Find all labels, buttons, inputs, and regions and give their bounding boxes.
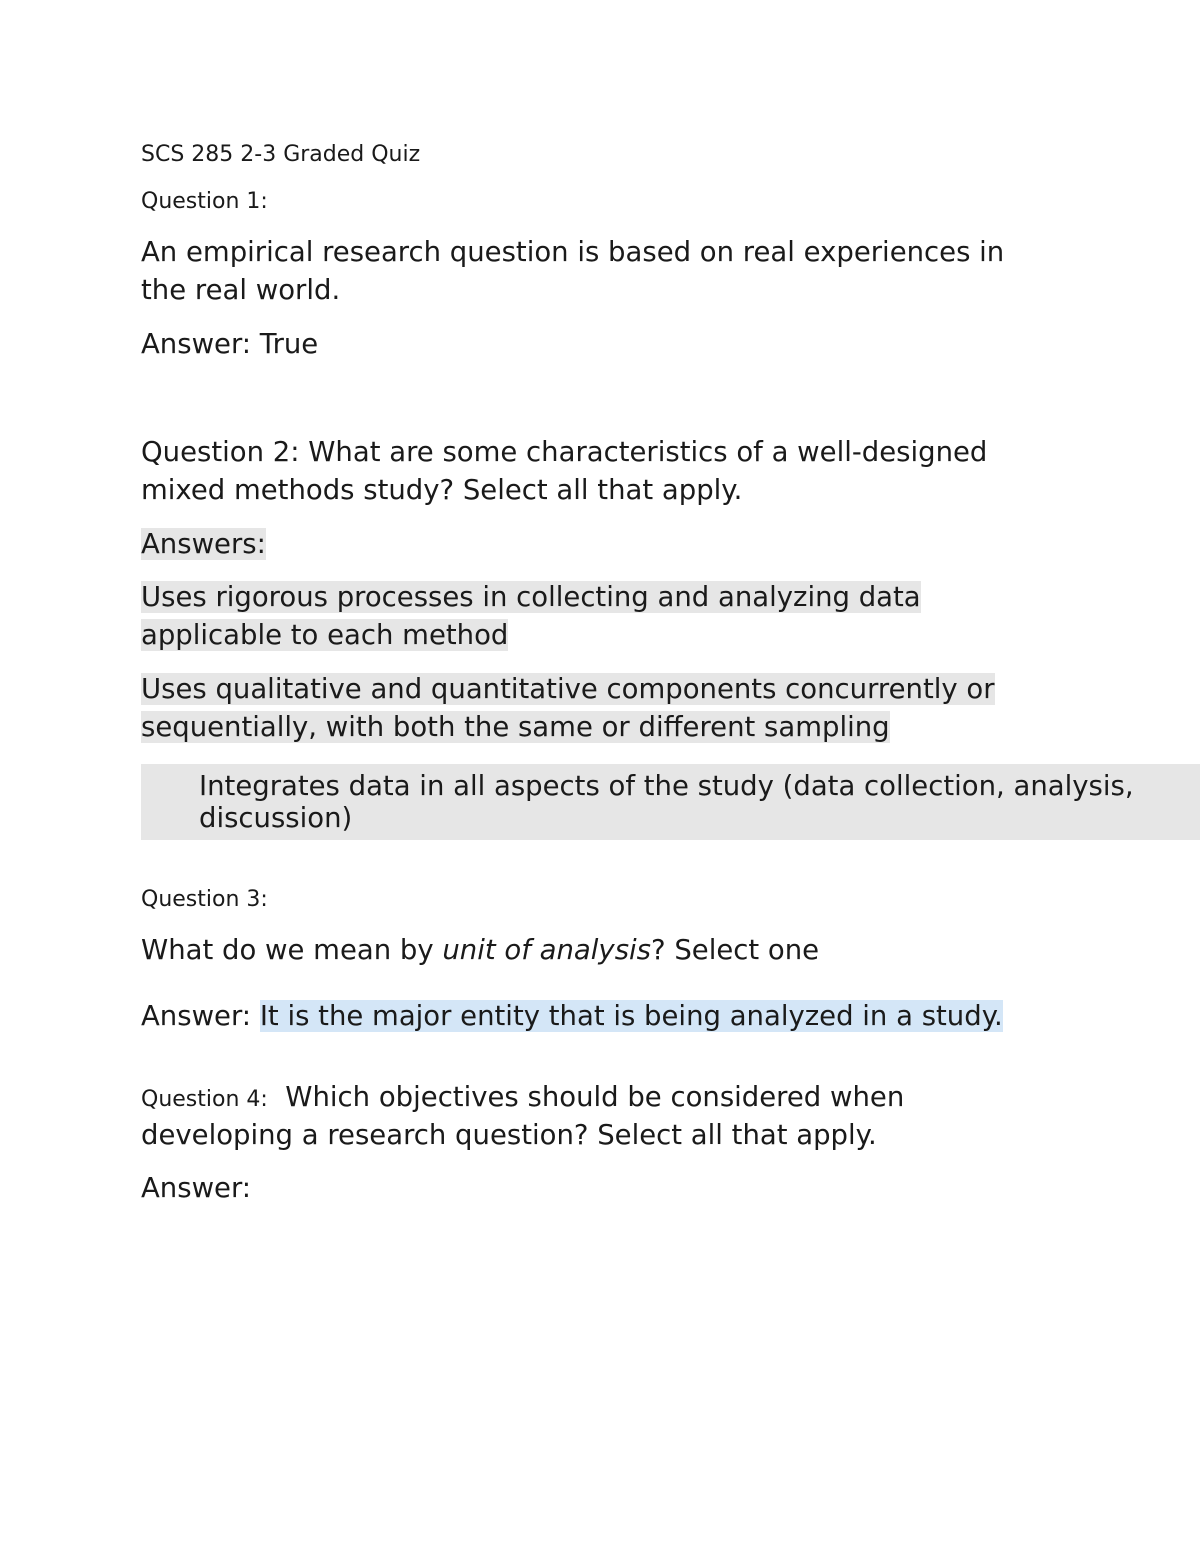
question-3-answer-prefix: Answer: (141, 1000, 260, 1032)
question-2-answer-2-line-2 (141, 708, 890, 746)
question-3-answer (141, 997, 1003, 1035)
question-3-text-before: What do we mean by (141, 934, 443, 966)
question-2-answer-1-line-2 (141, 616, 508, 654)
answers-label-highlight: Answers: (141, 528, 266, 560)
question-4-text-line-2: developing a research question? Select all that apply. (141, 1119, 877, 1151)
question-2-answers-label (141, 525, 266, 563)
question-4-text-line-1 (141, 1078, 904, 1116)
question-1-text-line-2: the real world. (141, 274, 341, 306)
question-2-answer-1-line-1 (141, 578, 921, 616)
question-4-label: Question 4: (141, 1087, 268, 1112)
question-2-text-line-2: mixed methods study? Select all that apply. (141, 474, 743, 506)
question-1-label: Question 1: (141, 189, 268, 214)
question-4-text: Which objectives should be considered when (285, 1081, 905, 1113)
document-title: SCS 285 2-3 Graded Quiz (141, 142, 421, 167)
question-3-label: Question 3: (141, 887, 268, 912)
answer-2-line-2-highlight: sequentially, with both the same or different sampling (141, 711, 890, 743)
question-2-text-line-1: Question 2: What are some characteristics of a well-designed (141, 436, 988, 468)
answer-1-line-2-highlight: applicable to each method (141, 619, 509, 651)
answer-3-line-2: discussion) (199, 802, 353, 834)
question-3-answer-highlight: It is the major entity that is being analyzed in a study. (259, 1000, 1003, 1032)
answer-3-line-1: Integrates data in all aspects of the study (data collection, analysis, (199, 770, 1134, 802)
question-1-answer: Answer: True (141, 328, 319, 360)
question-1-text-line-1: An empirical research question is based on real experiences in (141, 236, 1005, 268)
question-2-answer-3-box (141, 764, 1200, 840)
question-3-text (141, 931, 819, 969)
question-4-answer: Answer: (141, 1172, 252, 1204)
question-2-answer-2-line-1 (141, 670, 995, 708)
answer-1-line-1-highlight: Uses rigorous processes in collecting and analyzing data (141, 581, 921, 613)
answer-2-line-1-highlight: Uses qualitative and quantitative components concurrently or (141, 673, 995, 705)
question-3-text-after: ? Select one (651, 934, 820, 966)
question-3-text-italic: unit of analysis (442, 934, 651, 966)
